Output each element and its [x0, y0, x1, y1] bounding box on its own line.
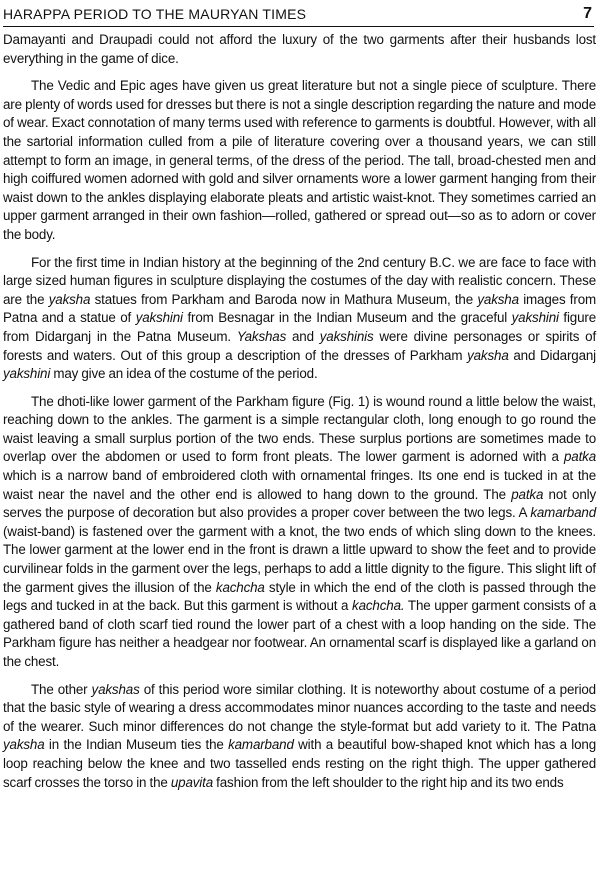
paragraph	[3, 254, 596, 384]
italic-term: yaksha	[3, 737, 45, 753]
italic-term: yakshas	[91, 681, 140, 697]
italic-term: yaksha	[477, 291, 519, 307]
text-run: fashion from the left shoulder to the right hip and its two ends	[213, 774, 564, 790]
italic-term: yakshinis	[319, 328, 374, 344]
text-run: figure from Didarganj in the Patna Museum.	[3, 310, 596, 344]
paragraph	[3, 681, 596, 793]
italic-term: patka	[563, 449, 596, 465]
text-run: from Besnagar in the Indian Museum and the graceful	[182, 310, 512, 326]
text-run: (waist-band) is fastened over the garment with a knot, the two ends of which sling down to the knees. The lower garment at the lower end in the front is drawn a little upward to show the feet and to provide curvilinear folds in the garment over the legs, perhaps to add a little dignity to the figure. This slight lift of the garment gives the illusion of the	[3, 523, 596, 595]
italic-term: yakshini	[3, 366, 51, 382]
italic-term: Yakshas	[236, 328, 287, 344]
text-run: of this period wore similar clothing. It is noteworthy about costume of a period that the basic style of wearing a dress accommodates minor nuances according to the taste and needs of the wearer. Such minor differences do not change the style-format but add variety to it. The Patna	[3, 681, 596, 734]
text-run: The other	[31, 681, 92, 697]
page-body	[3, 31, 596, 792]
italic-term: kachcha.	[352, 598, 405, 614]
text-run: style in which the end of the cloth is passed through the legs and tucked in at the back. But this garment is without a	[3, 579, 597, 614]
running-head	[3, 2, 594, 27]
text-run: which is a narrow band of embroidered cloth with ornamental fringes. Its one end is tucked in at the waist near the navel and the other end is allowed to hang down to the ground. The	[3, 468, 596, 502]
text-run: statues from Parkham and Baroda now in Mathura Museum, the	[90, 291, 478, 307]
italic-term: yakshini	[511, 310, 559, 326]
text-run: not only serves the purpose of decoration but also provides a proper cover between the two legs. A	[3, 486, 596, 521]
paragraph	[3, 77, 596, 244]
italic-term: kamarband	[530, 505, 596, 521]
paragraph	[3, 31, 596, 68]
paragraph	[3, 393, 596, 672]
text-run: images from Patna and a statue of	[3, 291, 596, 326]
italic-term: kamarband	[228, 737, 294, 753]
page-number: 7	[583, 5, 592, 22]
text-run: were divine personages or spirits of forests and waters. Out of this group a description of the dresses of Parkham	[3, 328, 597, 363]
running-title: HARAPPA PERIOD TO THE MAURYAN TIMES	[3, 6, 307, 22]
text-run: The Vedic and Epic ages have given us great literature but not a single piece of sculpture. There are plenty of words used for dresses but there is not a single description regarding the nature and mode of wear. Exact connotation of many terms used with reference to garments is doubtful. However, with all the sartorial information culled from a pile of literature covering over a thousand years, we can still attempt to form an image, in general terms, of the dress of the period. The tall, broad-chested men and high coiffured women adorned with gold and silver ornaments wore a lower garment hanging from their waist down to the ankles displaying elaborate pleats and artistic waist-knot. They sometimes carried an upper garment arranged in their own fashion—rolled, gathered or spread out—so as to adorn or cover the body.	[3, 78, 596, 242]
text-run: and Didarganj	[508, 347, 596, 363]
text-run: The upper garment consists of a gathered band of cloth scarf tied round the lower part of a chest with a loop handing on the side. The Parkham figure has neither a headgear nor footwear. An ornamental scarf is displayed like a garland on the chest.	[3, 598, 596, 669]
italic-term: kachcha	[215, 579, 265, 595]
italic-term: yaksha	[467, 347, 509, 363]
text-run: Damayanti and Draupadi could not afford the luxury of the two garments after their husbands lost everything in the game of dice.	[3, 32, 596, 66]
italic-term: patka	[511, 486, 544, 502]
italic-term: yakshini	[135, 310, 183, 326]
italic-term: yaksha	[48, 291, 91, 307]
italic-term: upavita	[170, 774, 213, 790]
text-run: and	[286, 328, 320, 344]
text-run: For the first time in Indian history at the beginning of the 2nd century B.C. we are face to face with large sized human figures in sculpture displaying the costumes of the day with realistic concern. These are the	[3, 254, 596, 307]
text-run: may give an idea of the costume of the period.	[50, 366, 318, 382]
text-run: in the Indian Museum ties the	[44, 737, 229, 753]
text-run: The dhoti-like lower garment of the Parkham figure (Fig. 1) is wound round a little below the waist, reaching down to the ankles. The garment is a simple rectangular cloth, long enough to go round the waist leaving a small surplus portion of the two ends. These surplus portions are sometimes made to overlap over the abdomen or used to form front pleats. The lower garment is adorned with a	[3, 393, 596, 465]
text-run: with a beautiful bow-shaped knot which has a long loop reaching below the knee and two tasselled ends resting on the right thigh. The upper gathered scarf crosses the torso in the	[3, 737, 596, 790]
